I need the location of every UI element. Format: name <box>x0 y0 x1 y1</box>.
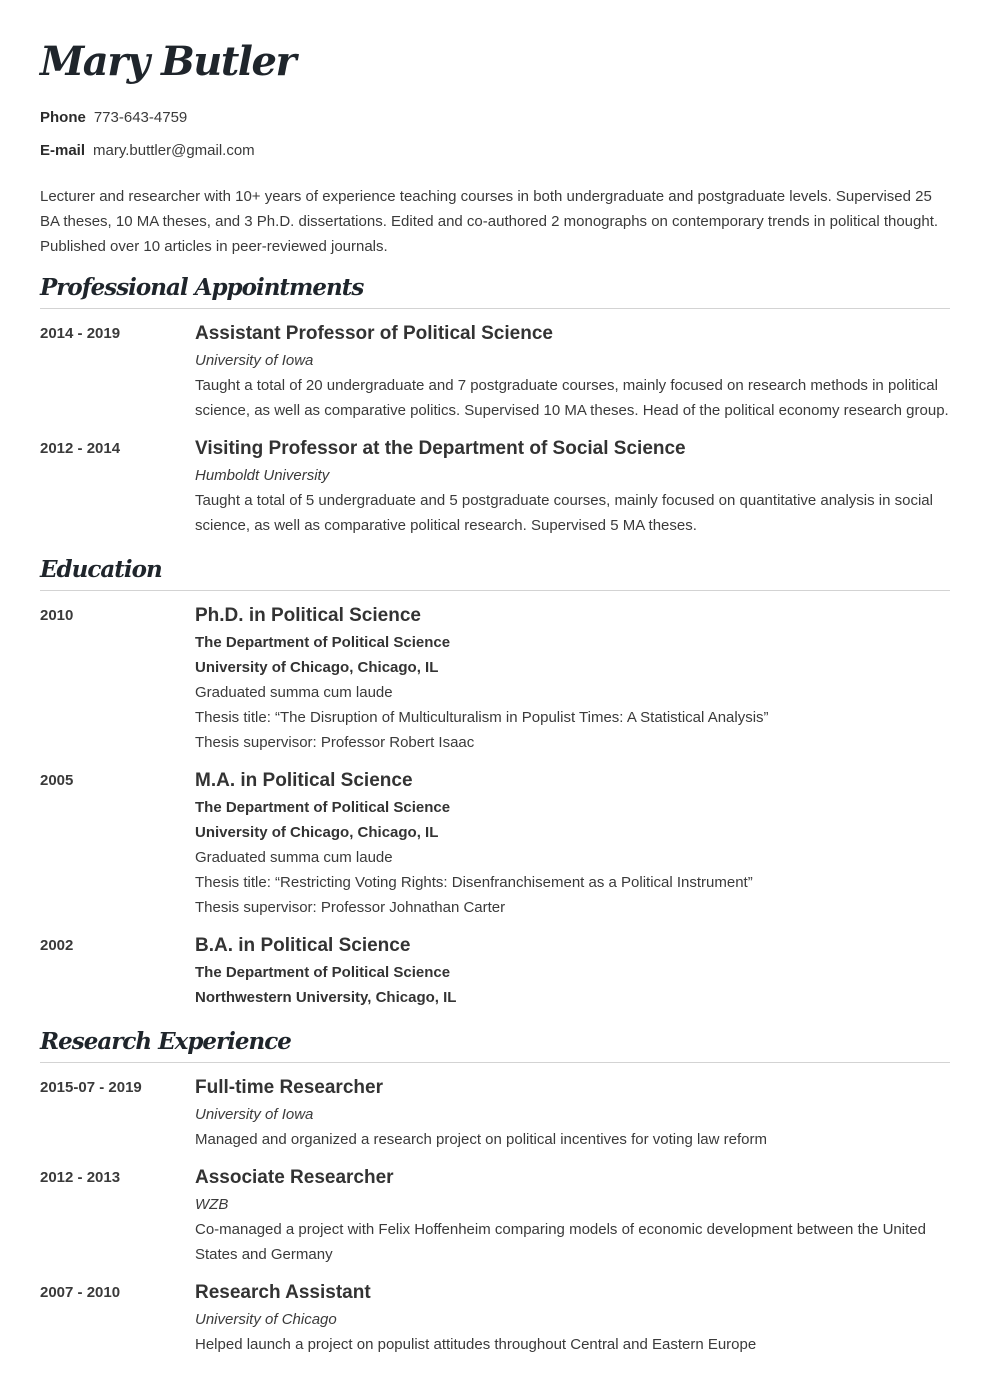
entry-title: Full-time Researcher <box>195 1077 383 1098</box>
phone-label: Phone <box>40 109 86 126</box>
profile-summary: Lecturer and researcher with 10+ years of experience teaching courses in both undergraduate and postgraduate levels. Supervised 25 BA theses, 10 MA theses, and 3 Ph.D. dissertations. Edited and co-authored 2 monographs on contemporary trends in political thought. Published over 10 articles in peer-reviewed journals. <box>40 188 939 255</box>
entry-body <box>195 602 950 755</box>
entry-organization: University of Iowa <box>195 1106 314 1123</box>
section-divider <box>40 590 950 591</box>
entry-degree: M.A. in Political Science <box>195 770 413 791</box>
entry-title: Research Assistant <box>195 1282 371 1303</box>
entry-title: Visiting Professor at the Department of Social Science <box>195 438 686 459</box>
entry-dates: 2015-07 - 2019 <box>40 1079 142 1096</box>
entry-degree: Ph.D. in Political Science <box>195 605 421 626</box>
entry-description: Taught a total of 5 undergraduate and 5 postgraduate courses, mainly focused on quantitative analysis in social science, as well as comparative political research. Supervised 5 MA theses. <box>195 492 933 534</box>
entry-organization: WZB <box>195 1196 229 1213</box>
entry-year: 2002 <box>40 937 74 954</box>
section-divider <box>40 1062 950 1063</box>
email-label: E-mail <box>40 142 86 159</box>
entry-body <box>195 767 950 920</box>
phone-row <box>40 108 187 128</box>
email-value: mary.buttler@gmail.com <box>93 142 255 159</box>
entry-dates: 2012 - 2014 <box>40 440 121 457</box>
entry-description: Taught a total of 20 undergraduate and 7 postgraduate courses, mainly focused on research methods in political science, as well as comparative politics. Supervised 10 MA theses. Head of the political economy research group. <box>195 377 949 419</box>
entry-description: Co-managed a project with Felix Hoffenheim comparing models of economic development between the United States and Germany <box>195 1221 926 1263</box>
entry-department: The Department of Political Science <box>195 799 451 816</box>
entry-school: Northwestern University, Chicago, IL <box>195 989 457 1006</box>
section-title-research: Research Experience <box>40 1028 291 1055</box>
entry-thesis: Thesis title: “Restricting Voting Rights: Disenfranchisement as a Political Instrument” <box>195 874 753 891</box>
phone-value: 773-643-4759 <box>93 109 188 126</box>
entry-organization: Humboldt University <box>195 467 330 484</box>
entry-year: 2005 <box>40 772 74 789</box>
entry-body <box>195 1074 950 1152</box>
entry-supervisor: Thesis supervisor: Professor Johnathan Carter <box>195 899 506 916</box>
entry-organization: University of Iowa <box>195 352 314 369</box>
entry-dates: 2012 - 2013 <box>40 1169 121 1186</box>
entry-title: Assistant Professor of Political Science <box>195 323 553 344</box>
entry-body <box>195 1279 950 1357</box>
entry-body <box>195 932 950 1010</box>
entry-description: Helped launch a project on populist attitudes throughout Central and Eastern Europe <box>195 1336 757 1353</box>
section-title-appointments: Professional Appointments <box>40 274 364 301</box>
entry-title: Associate Researcher <box>195 1167 394 1188</box>
email-row <box>40 141 255 161</box>
entry-description: Managed and organized a research project on political incentives for voting law reform <box>195 1131 767 1148</box>
candidate-name: Mary Butler <box>40 38 296 85</box>
entry-department: The Department of Political Science <box>195 634 451 651</box>
entry-thesis: Thesis title: “The Disruption of Multiculturalism in Populist Times: A Statistical Analysis” <box>195 709 769 726</box>
entry-school: University of Chicago, Chicago, IL <box>195 659 439 676</box>
entry-honors: Graduated summa cum laude <box>195 849 393 866</box>
entry-school: University of Chicago, Chicago, IL <box>195 824 439 841</box>
section-divider <box>40 308 950 309</box>
entry-body <box>195 1164 950 1267</box>
entry-body <box>195 320 950 423</box>
entry-body <box>195 435 950 538</box>
entry-supervisor: Thesis supervisor: Professor Robert Isaac <box>195 734 475 751</box>
entry-dates: 2007 - 2010 <box>40 1284 121 1301</box>
entry-year: 2010 <box>40 607 74 624</box>
entry-degree: B.A. in Political Science <box>195 935 411 956</box>
entry-dates: 2014 - 2019 <box>40 325 121 342</box>
entry-department: The Department of Political Science <box>195 964 451 981</box>
entry-honors: Graduated summa cum laude <box>195 684 393 701</box>
entry-organization: University of Chicago <box>195 1311 337 1328</box>
section-title-education: Education <box>40 556 162 583</box>
